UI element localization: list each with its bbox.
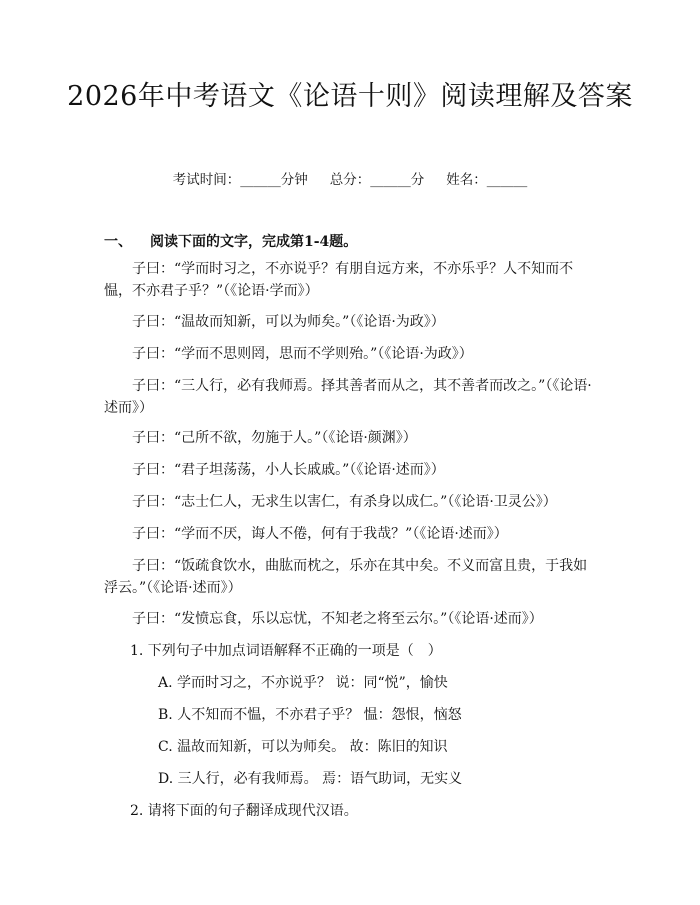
section-number: 一、 bbox=[104, 234, 132, 250]
passage: 子曰：“学而不思则罔，思而不学则殆。”（《论语·为政》） bbox=[132, 346, 473, 362]
question-1: 1. 下列句子中加点词语解释不正确的一项是（ ） bbox=[130, 643, 442, 659]
passage: 子曰：“君子坦荡荡，小人长戚戚。”（《论语·述而》） bbox=[132, 462, 445, 478]
option-a: A. 学而时习之，不亦说乎？ 说：同“悦”，愉快 bbox=[158, 675, 448, 691]
passage: 子曰：“饭疏食饮水，曲肱而枕之，乐亦在其中矣。不义而富且贵，于我如浮云。”（《论语·述而》） bbox=[104, 558, 588, 596]
score-blank: ______分 bbox=[370, 172, 425, 188]
passage: 子曰：“三人行，必有我师焉。择其善者而从之，其不善者而改之。”（《论语·述而》） bbox=[104, 378, 592, 416]
score-label: 总分： bbox=[329, 172, 371, 188]
passage: 子曰：“发愤忘食，乐以忘忧，不知老之将至云尔。”（《论语·述而》） bbox=[132, 611, 543, 627]
time-blank: ______分钟 bbox=[240, 172, 308, 188]
option-b: B. 人不知而不愠，不亦君子乎？ 愠：怨恨，恼怒 bbox=[158, 707, 462, 723]
passage: 子曰：“温故而知新，可以为师矣。”（《论语·为政》） bbox=[132, 314, 445, 330]
time-label: 考试时间： bbox=[172, 172, 241, 188]
option-d: D. 三人行，必有我师焉。 焉：语气助词，无实义 bbox=[158, 771, 463, 787]
page-title: 2026年中考语文《论语十则》阅读理解及答案 bbox=[67, 81, 633, 112]
option-c: C. 温故而知新，可以为师矣。 故：陈旧的知识 bbox=[158, 739, 448, 755]
name-label: 姓名： bbox=[446, 172, 487, 188]
passage: 子曰：“己所不欲，勿施于人。”（《论语·颜渊》） bbox=[132, 430, 417, 446]
section-instruction: 阅读下面的文字，完成第1-4题。 bbox=[150, 234, 358, 250]
passage: 子曰：“志士仁人，无求生以害仁，有杀身以成仁。”（《论语·卫灵公》） bbox=[132, 494, 557, 510]
name-blank: ______ bbox=[486, 172, 528, 188]
passage: 子曰：“学而时习之，不亦说乎？有朋自远方来，不亦乐乎？人不知而不愠，不亦君子乎？”（《论语·学而》） bbox=[104, 261, 574, 299]
question-2: 2. 请将下面的句子翻译成现代汉语。 bbox=[130, 803, 358, 819]
section-heading bbox=[104, 231, 357, 251]
exam-info bbox=[0, 168, 700, 188]
passage: 子曰：“学而不厌，诲人不倦，何有于我哉？”（《论语·述而》） bbox=[132, 526, 508, 542]
